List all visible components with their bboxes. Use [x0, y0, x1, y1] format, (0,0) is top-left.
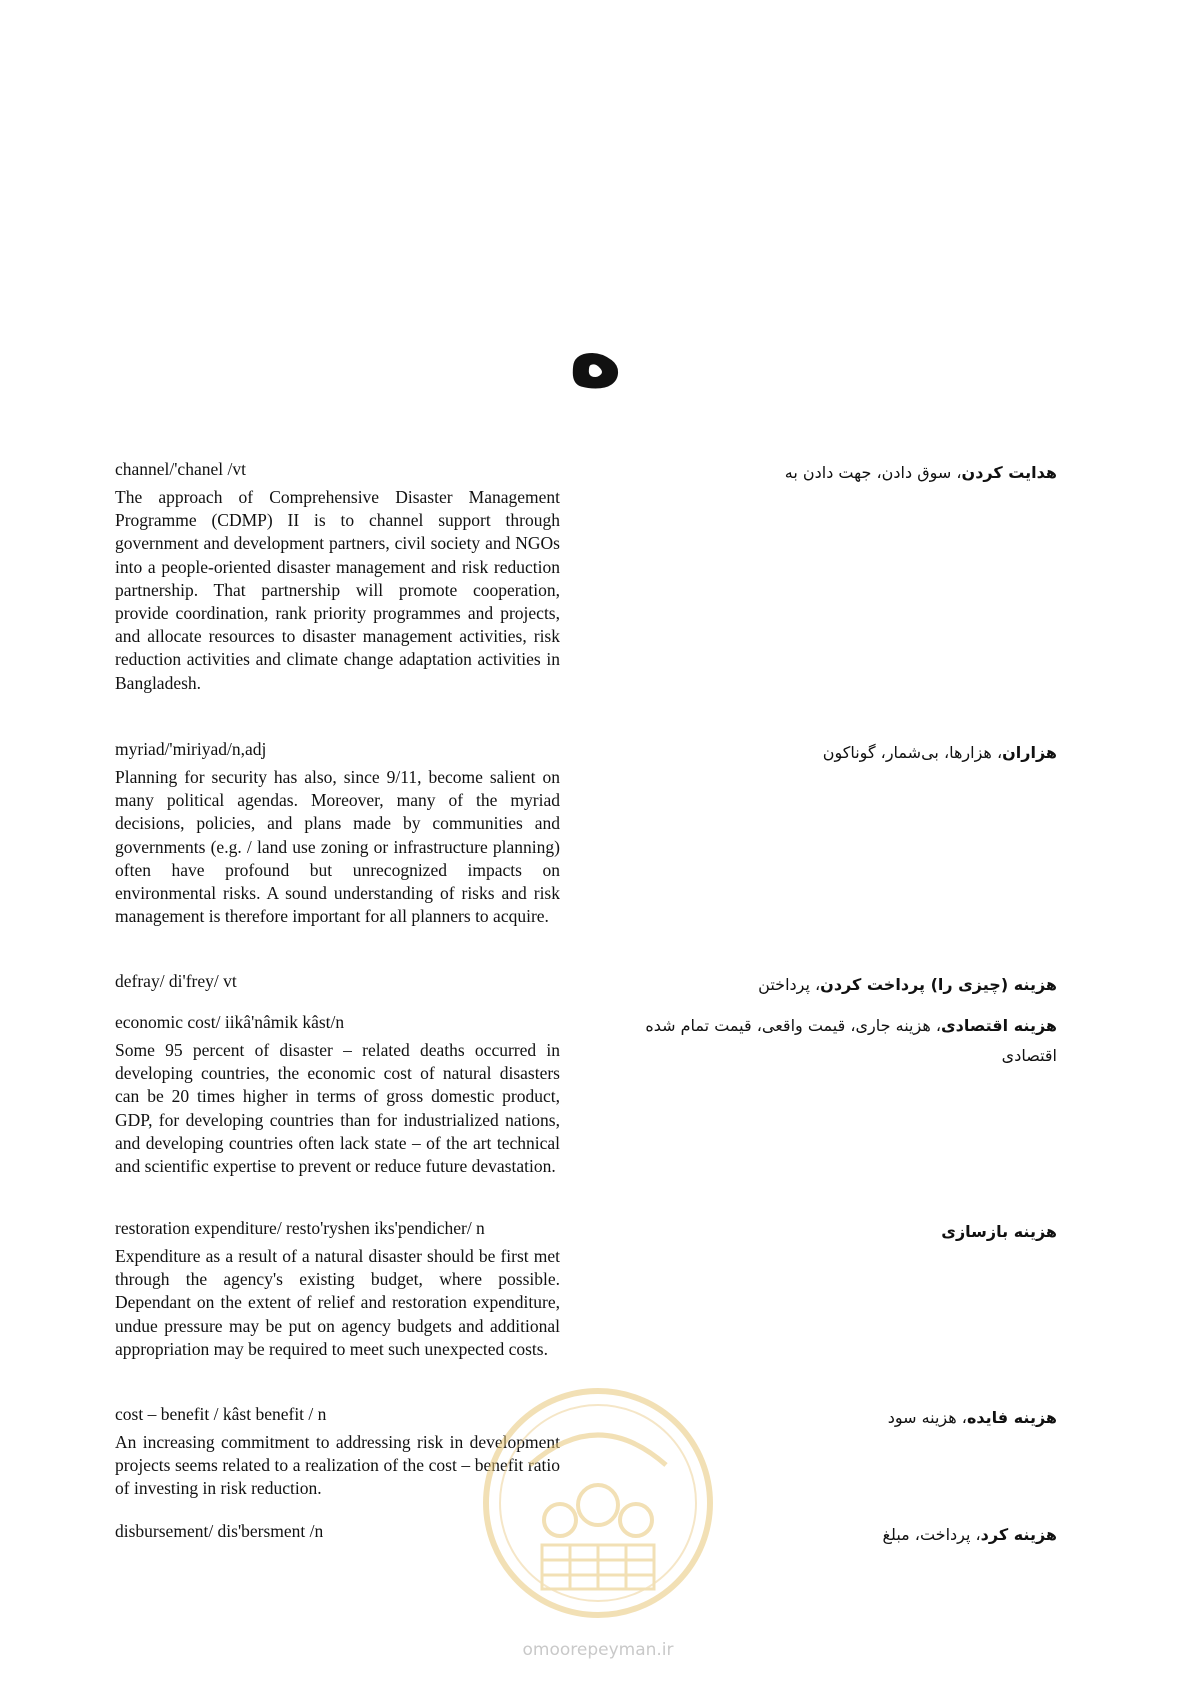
persian-column	[587, 1520, 1057, 1550]
persian-synonyms: ، هزارها، بی‌شمار، گوناکون	[822, 743, 1003, 762]
english-term: myriad/'miriyad/n,adj	[115, 739, 267, 759]
english-term: cost – benefit / kâst benefit / n	[115, 1404, 327, 1424]
english-column	[115, 1011, 560, 1178]
persian-term: هزینه کرد	[980, 1525, 1057, 1544]
persian-term: هزاران	[1002, 743, 1057, 762]
persian-synonyms: ، هزینه سود	[887, 1408, 967, 1427]
english-column	[115, 1403, 560, 1501]
persian-synonyms: ، سوق دادن، جهت دادن به	[784, 463, 962, 482]
english-term: channel/'chanel /vt	[115, 459, 246, 479]
persian-column	[587, 970, 1057, 1000]
example-text: Planning for security has also, since 9/11, become salient on many political agendas. Moreover, many of the myriad decisions, policies, and plans made by communities and governments (e.g. / land use zoning or infrastructure planning) often have profound but unrecognized impacts on environmental risks. A sound understanding of risks and risk management is therefore important for all planners to acquire.	[115, 767, 560, 927]
example-text: The approach of Comprehensive Disaster Management Programme (CDMP) II is to channel support through government and development partners, civil society and NGOs into a people-oriented disaster management and risk reduction partnership. That partnership will promote cooperation, provide coordination, rank priority programmes and projects, and allocate resources to disaster management activities, risk reduction activities and climate change adaptation activities in Bangladesh.	[115, 487, 560, 693]
watermark-url: omoorepeyman.ir	[522, 1640, 674, 1660]
english-column	[115, 738, 560, 928]
english-column	[115, 1217, 560, 1361]
english-term: economic cost/ iikâ'nâmik kâst/n	[115, 1012, 345, 1032]
persian-column	[587, 1217, 1057, 1247]
english-column	[115, 970, 560, 993]
persian-term: هزینه اقتصادی	[941, 1016, 1057, 1035]
section-letter: ه	[568, 301, 623, 408]
persian-term: هدایت کردن	[961, 463, 1057, 482]
persian-column	[587, 1403, 1057, 1433]
persian-column	[587, 458, 1057, 488]
persian-column	[587, 1011, 1057, 1071]
persian-column	[587, 738, 1057, 768]
english-column	[115, 458, 560, 695]
example-text: An increasing commitment to addressing risk in development projects seems related to a realization of the cost – benefit ratio of investing in risk reduction.	[115, 1432, 560, 1499]
example-text: Expenditure as a result of a natural disaster should be first met through the agency's existing budget, where possible. Dependant on the extent of relief and restoration expenditure, undue pressure may be put on agency budgets and additional appropriation may be required to meet such unexpected costs.	[115, 1246, 560, 1359]
persian-synonyms: ، هزینه جاری، قیمت واقعی، قیمت تمام شده اقتصادی	[645, 1016, 1057, 1065]
english-term: disbursement/ dis'bersment /n	[115, 1521, 324, 1541]
english-term: restoration expenditure/ resto'ryshen iks'pendicher/ n	[115, 1218, 485, 1238]
example-text: Some 95 percent of disaster – related deaths occurred in developing countries, the economic cost of natural disasters can be 20 times higher in terms of gross domestic product, GDP, for developing countries than for industrialized nations, and developing countries often lack state – of the art technical and scientific expertise to prevent or reduce future devastation.	[115, 1040, 560, 1177]
persian-term: هزینه (چیزی را) پرداخت کردن	[820, 975, 1057, 994]
english-column	[115, 1520, 560, 1543]
persian-term: هزینه فایده	[966, 1408, 1057, 1427]
persian-synonyms: ، پرداختن	[758, 975, 821, 994]
persian-synonyms: ، پرداخت، مبلغ	[882, 1525, 981, 1544]
persian-term: هزینه بازسازی	[941, 1222, 1057, 1241]
english-term: defray/ di'frey/ vt	[115, 971, 237, 991]
